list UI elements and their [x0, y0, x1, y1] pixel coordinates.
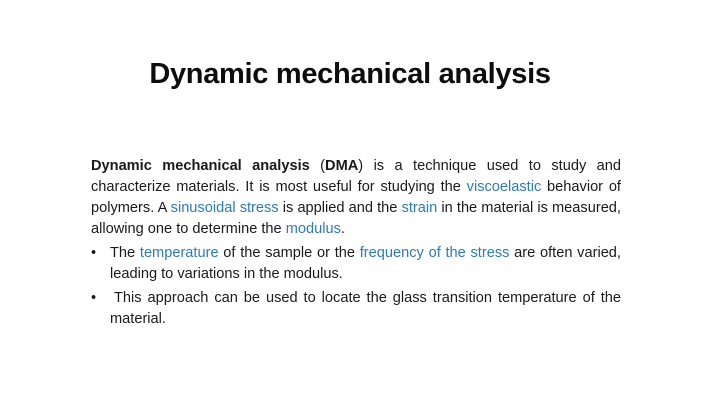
intro-text-2: behavior of polymers. A [91, 179, 621, 216]
bullet-item [91, 288, 621, 330]
bullet-list [91, 243, 621, 330]
slide-body [91, 156, 621, 330]
intro-text-5: . [340, 221, 345, 237]
bullet-marker: • [91, 245, 97, 261]
intro-open-paren: ( [309, 158, 326, 174]
link-temperature[interactable]: temperature [139, 245, 219, 261]
link-frequency-of-the-stress[interactable]: frequency of the stress [359, 245, 510, 261]
bullet-marker: • [91, 290, 97, 306]
bullet-2-text: This approach can be used to locate the glass transition temperature of the material. [110, 290, 621, 327]
link-sinusoidal-stress[interactable]: sinusoidal stress [170, 200, 279, 216]
bullet-1-text-1: The [110, 245, 140, 261]
term-dma: Dynamic mechanical analysis [91, 158, 310, 174]
link-strain[interactable]: strain [401, 200, 438, 216]
slide-title: Dynamic mechanical analysis [149, 58, 551, 90]
bullet-1-text-2: of the sample or the [218, 245, 360, 261]
intro-text-4: in the material is measured, allowing one to determine the [91, 200, 621, 237]
bullet-item [91, 243, 621, 285]
abbr-dma: DMA [325, 158, 359, 174]
intro-text-3: is applied and the [278, 200, 402, 216]
link-viscoelastic[interactable]: viscoelastic [466, 179, 542, 195]
link-modulus[interactable]: modulus [285, 221, 341, 237]
intro-text-1: ) is a technique used to study and characterize materials. It is most useful for studying the [91, 158, 622, 195]
intro-paragraph [91, 156, 621, 240]
bullet-1-text-3: are often varied, leading to variations in the modulus. [110, 245, 621, 282]
